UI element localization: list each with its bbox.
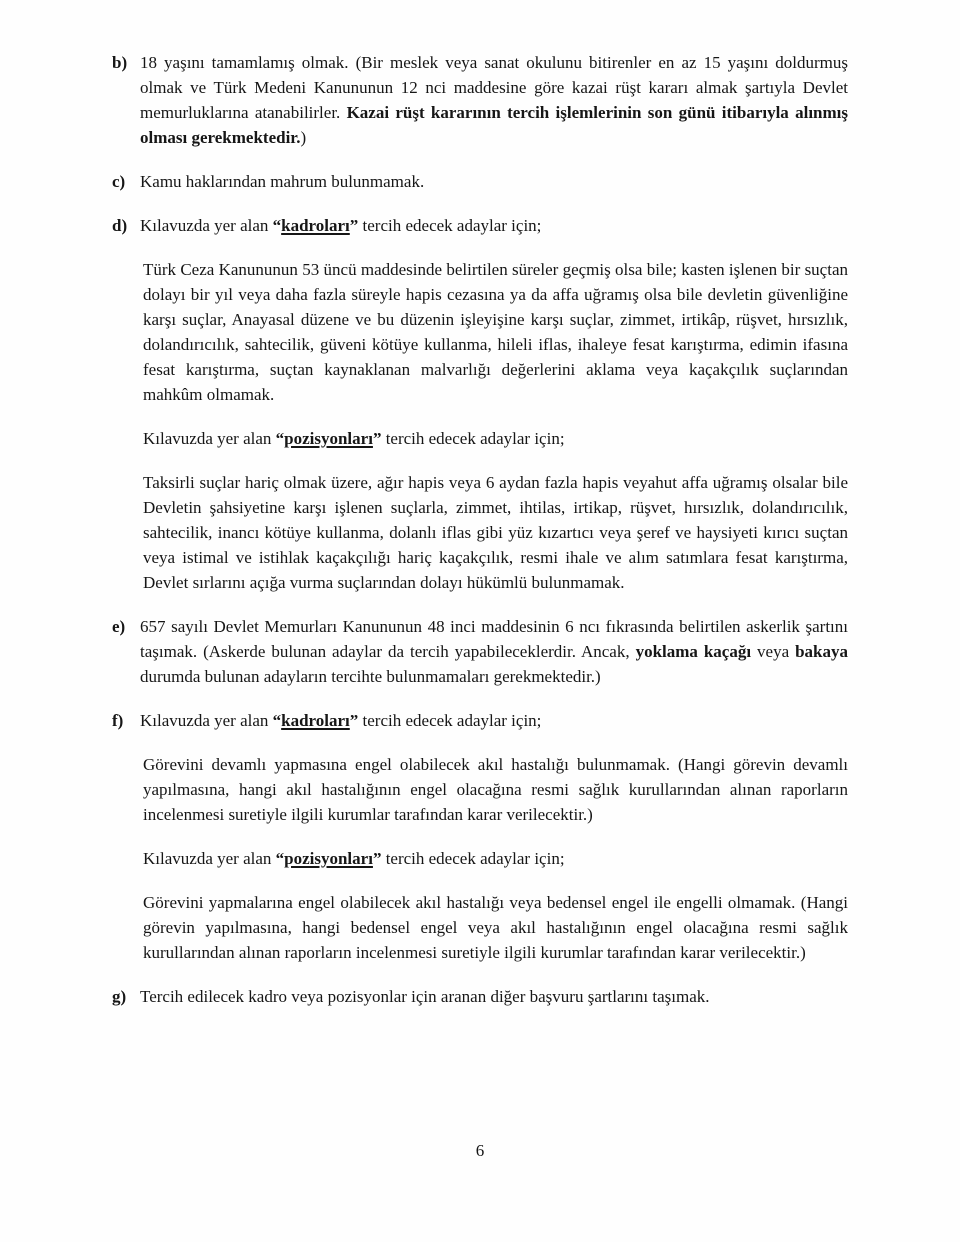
text-run: yoklama kaçağı xyxy=(635,642,752,661)
text-run: Kazai rüşt kararının tercih işlemlerinin son günü itibarıyla alınmış olması gerekmektedir. xyxy=(140,103,848,147)
sub-heading xyxy=(112,846,848,871)
paragraph-text xyxy=(140,169,848,194)
list-item-label: g) xyxy=(112,987,127,1006)
paragraph-text xyxy=(143,752,848,827)
text-run: Kamu haklarından mahrum bulunmamak. xyxy=(140,172,425,191)
text-run: “ xyxy=(275,849,285,868)
text-run: Türk Ceza Kanununun 53 üncü maddesinde belirtilen süreler geçmiş olsa bile; kasten işlenen bir suçtan dolayı bir yıl veya daha fazla süreyle hapis cezasına ya da affa uğramış olsa bile devletin güvenliğine karşı suçlar, Anayasal düzene ve bu düzenin işleyişine karşı suçlar, zimmet, irtikâp, rüşvet, hırsızlık, dolandırıcılık, sahtecilik, güveni kötüye kullanma, hileli iflas, ihaleye fesat karıştırma, edimin ifasına fesat karıştırma, suçtan kaynaklanan malvarlığı değerlerini aklama veya kaçakçılık suçlarından mahkûm olmamak. xyxy=(143,260,848,404)
text-run: tercih edecek adaylar için; xyxy=(358,216,542,235)
text-run: “ xyxy=(275,429,285,448)
paragraph-text xyxy=(143,846,848,871)
paragraph-text xyxy=(143,426,848,451)
page-number: 6 xyxy=(475,1141,485,1160)
text-run: pozisyonları xyxy=(284,849,373,868)
text-run: “ xyxy=(272,711,282,730)
text-run: kadroları xyxy=(281,216,350,235)
paragraph xyxy=(112,470,848,595)
text-run: veya xyxy=(751,642,796,661)
paragraph xyxy=(112,257,848,407)
text-run: tercih edecek adaylar için; xyxy=(358,711,542,730)
list-item xyxy=(112,50,848,150)
list-item-label: d) xyxy=(112,216,128,235)
paragraph-text xyxy=(140,708,848,733)
list-item-label: c) xyxy=(112,172,126,191)
sub-heading xyxy=(112,426,848,451)
list-item xyxy=(112,614,848,689)
text-run: ” xyxy=(349,711,359,730)
paragraph-text xyxy=(140,614,848,689)
text-run: Kılavuzda yer alan xyxy=(143,849,276,868)
paragraph-text xyxy=(140,50,848,150)
text-run: ) xyxy=(300,128,307,147)
paragraph xyxy=(112,890,848,965)
list-item-label: b) xyxy=(112,53,128,72)
list-item-label: e) xyxy=(112,617,126,636)
text-run: Görevini devamlı yapmasına engel olabilecek akıl hastalığı bulunmamak. (Hangi görevin devamlı yapılmasına, hangi akıl hastalığının engel olacağına resmi sağlık kurullarından alınan raporların incelenmesi suretiyle ilgili kurumlar tarafından karar verilecektir.) xyxy=(143,755,848,824)
list-item xyxy=(112,984,848,1009)
text-run: tercih edecek adaylar için; xyxy=(381,849,565,868)
text-run: tercih edecek adaylar için; xyxy=(381,429,565,448)
paragraph-text xyxy=(143,470,848,595)
text-run: Kılavuzda yer alan xyxy=(140,711,273,730)
list-item-label: f) xyxy=(112,711,124,730)
paragraph-text xyxy=(143,890,848,965)
text-run: “ xyxy=(272,216,282,235)
paragraph-text xyxy=(143,257,848,407)
text-run: pozisyonları xyxy=(284,429,373,448)
text-run: Kılavuzda yer alan xyxy=(143,429,276,448)
text-run: Taksirli suçlar hariç olmak üzere, ağır hapis veya 6 aydan fazla hapis veyahut affa uğramış olsalar bile Devletin şahsiyetine karşı işlenen suçlarla, zimmet, ihtilas, irtikap, rüşvet, hırsızlık, dolandırıcılık, sahtecilik, inancı kötüye kullanma, dolanlı iflas gibi yüz kızartıcı veya şeref ve haysiyeti kırıcı suçtan veya istimal ve istihlak kaçakçılığı hariç kaçakçılık, resmi ihale ve alım satımlara fesat karıştırma, Devlet sırlarını açığa vurma suçlarından dolayı hükümlü bulunmamak. xyxy=(143,473,848,592)
text-run: bakaya xyxy=(795,642,848,661)
paragraph xyxy=(112,752,848,827)
text-run: ” xyxy=(372,849,382,868)
text-run: Kılavuzda yer alan xyxy=(140,216,273,235)
text-run: Görevini yapmalarına engel olabilecek akıl hastalığı veya bedensel engel ile engelli olmamak. (Hangi görevin yapılmasına, hangi bedensel engel veya akıl hastalığının engel olacağına resmi sağlık kurullarından alınan raporların incelenmesi suretiyle ilgili kurumlar tarafından karar verilecektir.) xyxy=(143,893,848,962)
text-run: 657 sayılı Devlet Memurları Kanununun 48 inci maddesinin 6 ncı fıkrasında belirtilen askerlik şartını taşımak. (Askerde bulunan adaylar da tercih yapabileceklerdir. Ancak, xyxy=(140,617,848,661)
list-item xyxy=(112,169,848,194)
text-run: kadroları xyxy=(281,711,350,730)
paragraph-text xyxy=(140,213,848,238)
list-item xyxy=(112,708,848,733)
text-run: durumda bulunan adayların tercihte bulunmamaları gerekmektedir.) xyxy=(140,667,601,686)
text-run: ” xyxy=(349,216,359,235)
paragraph-text xyxy=(140,984,848,1009)
list-item xyxy=(112,213,848,238)
text-run: ” xyxy=(372,429,382,448)
text-run: 18 yaşını tamamlamış olmak. (Bir meslek veya sanat okulunu bitirenler en az 15 yaşını doldurmuş olmak ve Türk Medeni Kanununun 12 nci maddesine göre kazai rüşt kararı almak şartıyla Devlet memurluklarına atanabilirler. xyxy=(140,53,848,122)
text-run: Tercih edilecek kadro veya pozisyonlar için aranan diğer başvuru şartlarını taşımak. xyxy=(140,987,710,1006)
